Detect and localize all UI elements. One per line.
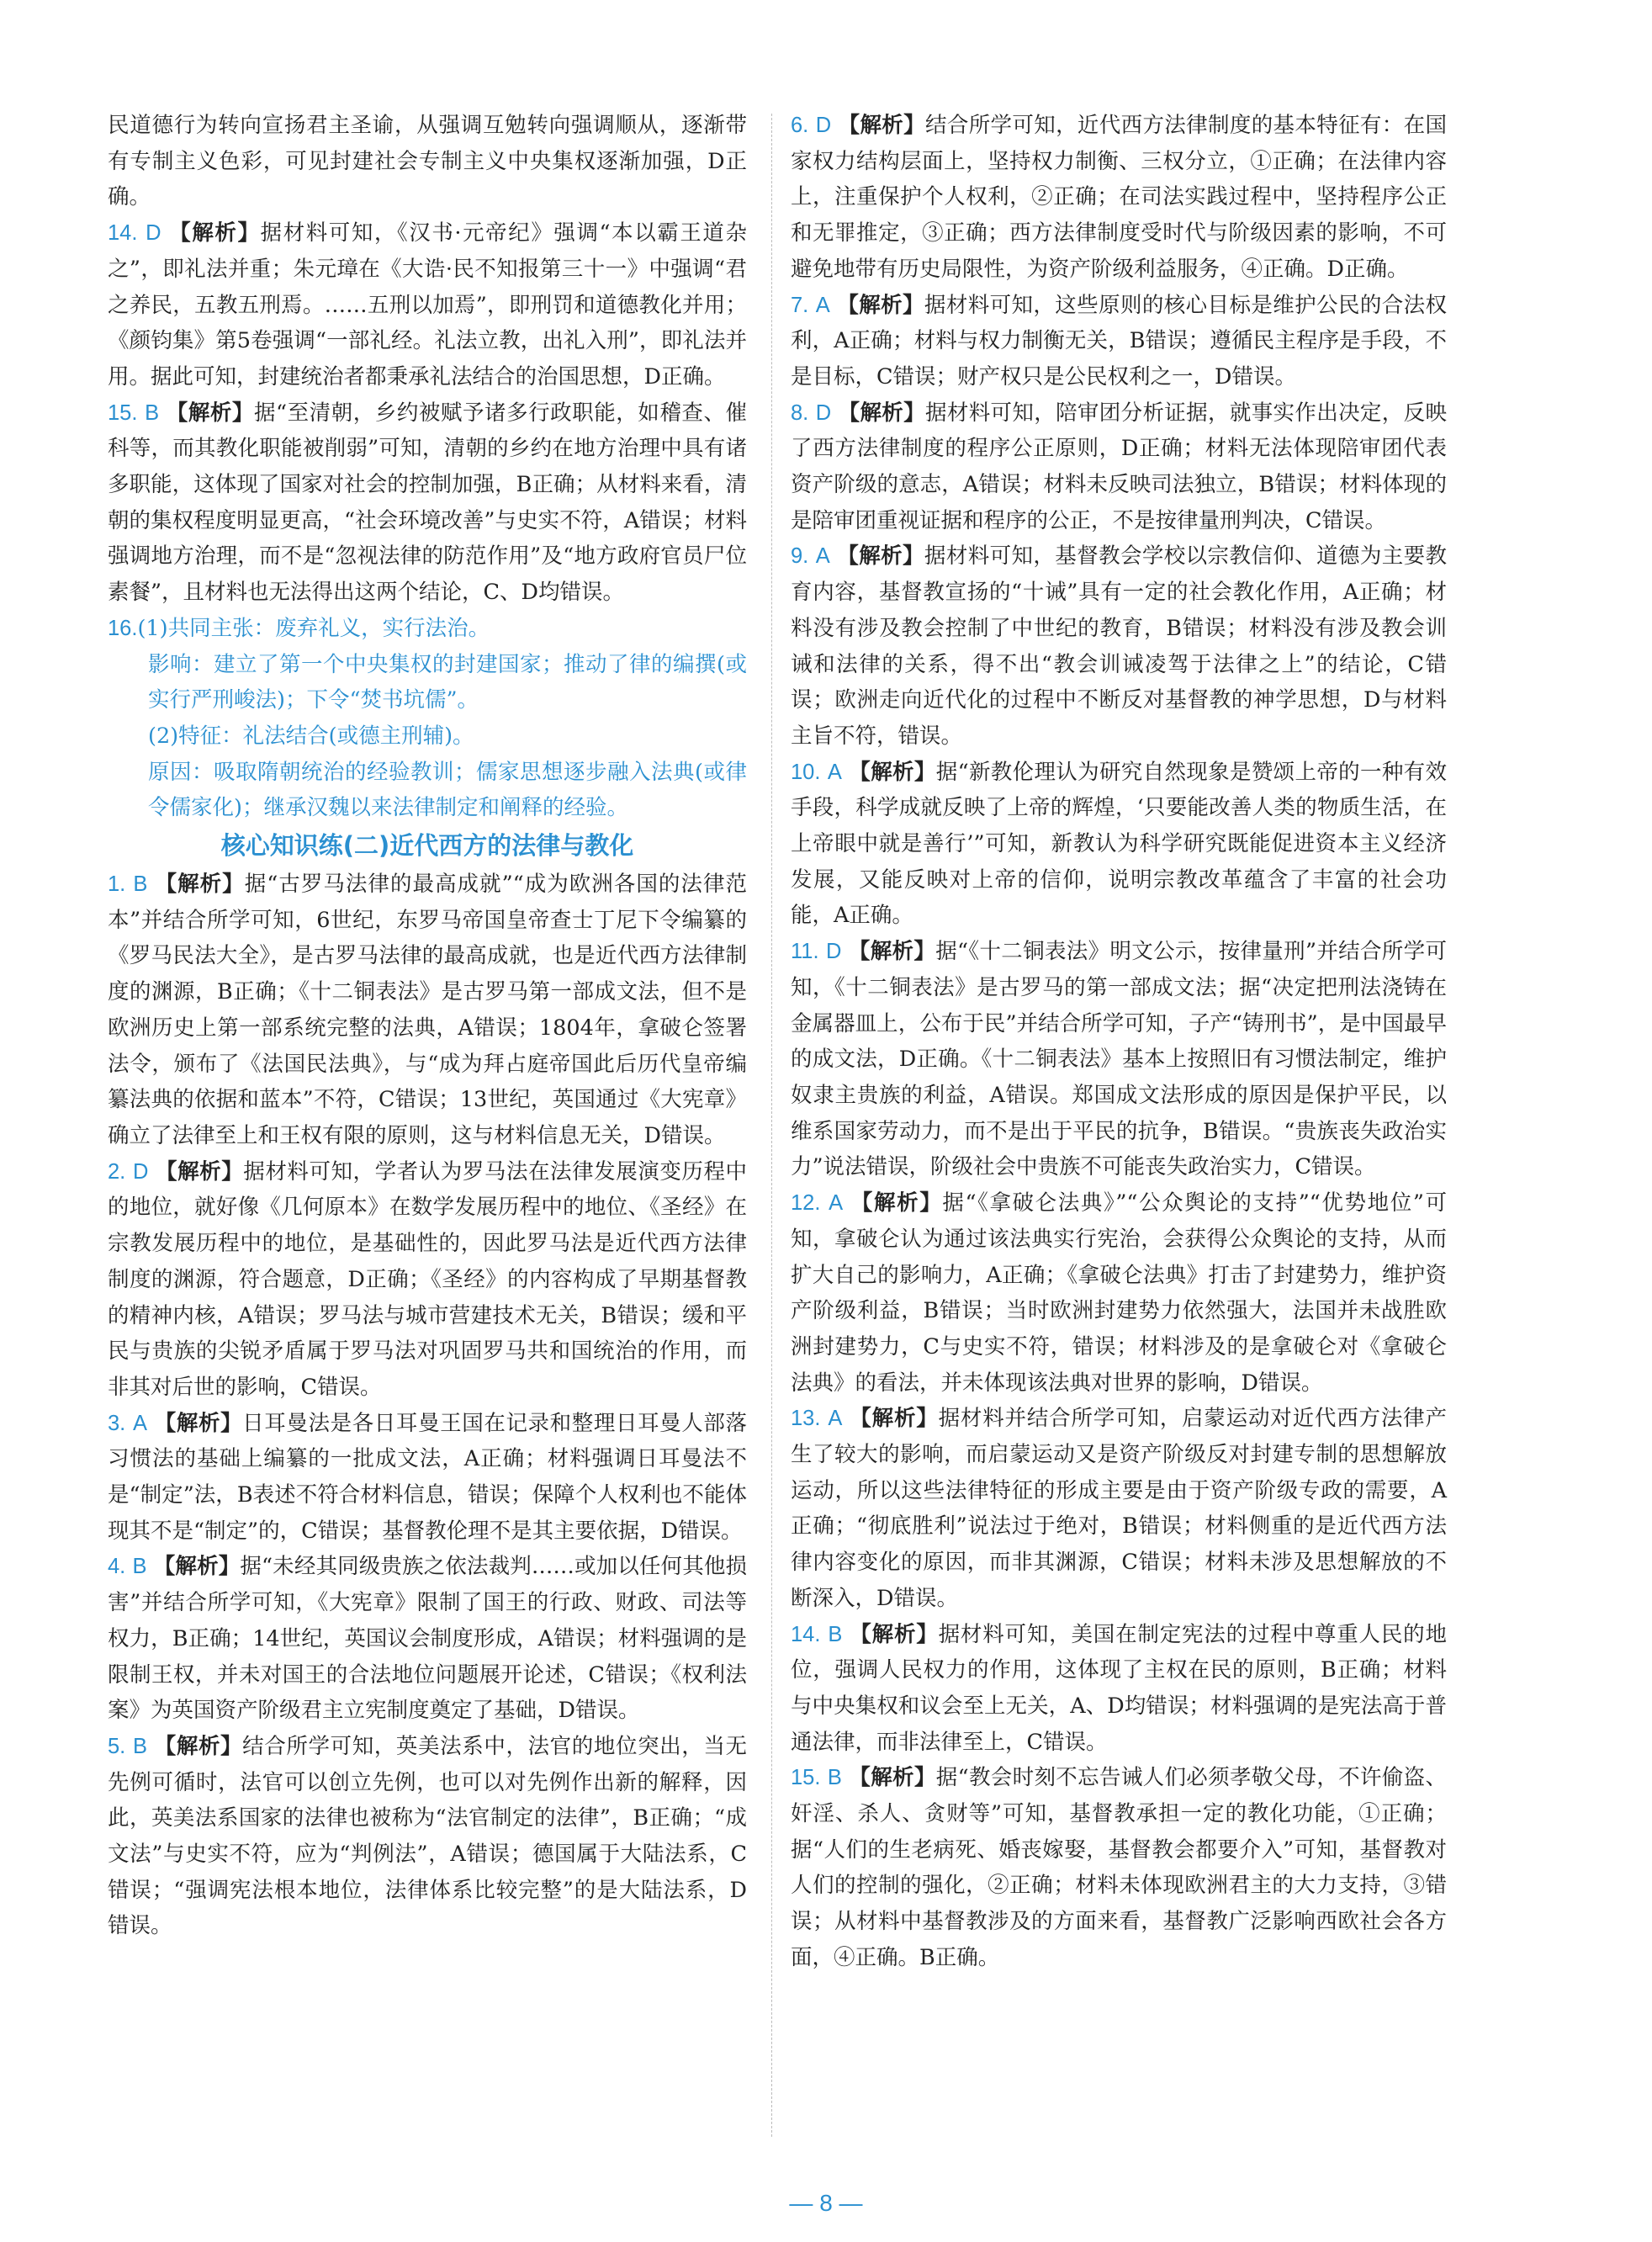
analysis-text: 据材料可知，学者认为罗马法在法律发展演变历程中的地位，就好像《几何原本》在数学发展历程中的地位、《圣经》在宗教发展历程中的地位，是基础性的，因此罗马法是近代西方法律制度的渊源，符合题意，D正确；《圣经》的内容构成了早期基督教的精神内核，A错误；罗马法与城市营建技术无关，B错误；缓和平民与贵族的尖锐矛盾属于罗马法对巩固罗马共和国统治的作用，而非其对后世的影响，C错误。 xyxy=(108,1158,747,1400)
answer-item-8 xyxy=(791,395,1447,539)
answer-item-4 xyxy=(108,1549,747,1729)
answer-item-5 xyxy=(108,1729,747,1944)
column-divider xyxy=(771,114,772,2137)
analysis-tag: 【解析】 xyxy=(154,1733,243,1759)
answer-item-7 xyxy=(791,288,1447,395)
analysis-text: 据材料可知，陪审团分析证据，就事实作出决定，反映了西方法律制度的程序公正原则，D正确；材料无法体现陪审团代表资产阶级的意志，A错误；材料未反映司法独立，B错误；材料体现的是陪审团重视证据和程序的公正，不是按律量刑判决，C错误。 xyxy=(791,400,1447,533)
left-column xyxy=(108,108,747,1944)
analysis-text: 据“至清朝，乡约被赋予诸多行政职能，如稽查、催科等，而其教化职能被削弱”可知，清朝的乡约在地方治理中具有诸多职能，这体现了国家对社会的控制加强，B正确；从材料来看，清朝的集权程度明显更高，“社会环境改善”与史实不符，A错误；材料强调地方治理，而不是“忽视法律的防范作用”及“地方政府官员尸位素餐”，且材料也无法得出这两个结论，C、D均错误。 xyxy=(108,400,747,606)
analysis-tag: 【解析】 xyxy=(850,1190,943,1216)
analysis-text: 日耳曼法是各日耳曼王国在记录和整理日耳曼人部落习惯法的基础上编纂的一批成文法，A正确；材料强调日耳曼法不是“制定”法，B表述不符合材料信息，错误；保障个人权利也不能体现其不是“制定”的，C错误；基督教伦理不是其主要依据，D错误。 xyxy=(108,1410,747,1544)
answer-letter: B xyxy=(133,1734,148,1758)
answer-item-14 xyxy=(108,215,747,395)
answer-item-9 xyxy=(791,538,1447,754)
page-number: — 8 — xyxy=(789,2190,863,2216)
analysis-text: 据“《拿破仑法典》”“公众舆论的支持”“优势地位”可知，拿破仑认为通过该法典实行宪治，会获得公众舆论的支持，从而扩大自己的影响力，A正确；《拿破仑法典》打击了封建势力，维护资产阶级利益，B错误；当时欧洲封建势力依然强大，法国并未战胜欧洲封建势力，C与史实不符，错误；材料涉及的是拿破仑对《拿破仑法典》的看法，并未体现该法典对世界的影响，D错误。 xyxy=(791,1190,1447,1396)
answer-letter: A xyxy=(815,544,830,569)
answer-item-15b xyxy=(791,1760,1447,1975)
item-number: 12. xyxy=(791,1191,821,1216)
analysis-text: 据“新教伦理认为研究自然现象是赞颂上帝的一种有效手段，科学成就反映了上帝的辉煌，‘只要能改善人类的物质生活，在上帝眼中就是善行’”可知，新教认为科学研究既能促进资本主义经济发展，又能反映对上帝的信仰，说明宗教改革蕴含了丰富的社会功能，A正确。 xyxy=(791,759,1448,929)
item-number: 2. xyxy=(108,1159,126,1184)
item-number: 7. xyxy=(791,293,809,317)
analysis-tag: 【解析】 xyxy=(838,400,925,426)
q16-line-1: (1)共同主张：废弃礼义，实行法治。 xyxy=(137,615,490,641)
analysis-text: 据“未经其同级贵族之依法裁判……或加以任何其他损害”并结合所学可知，《大宪章》限制了国王的行政、财政、司法等权力，B正确；14世纪，英国议会制度形成，A错误；材料强调的是限制王权，并未对国王的合法地位问题展开论述，C错误；《权利法案》为英国资产阶级君主立宪制度奠定了基础，D错误。 xyxy=(108,1554,747,1724)
analysis-text: 据“《十二铜表法》明文公示，按律量刑”并结合所学可知，《十二铜表法》是古罗马的第一部成文法；据“决定把刑法浇铸在金属器皿上，公布于民”并结合所学可知，子产“铸刑书”，是中国最早的成文法，D正确。《十二铜表法》基本上按照旧有习惯法制定，维护奴隶主贵族的利益，A错误。郑国成文法形成的原因是保护平民，以维系国家劳动力，而不是出于平民的抗争，B错误。“贵族丧失政治实力”说法错误，阶级社会中贵族不可能丧失政治实力，C错误。 xyxy=(791,939,1447,1180)
answer-letter: A xyxy=(828,1407,843,1431)
item-number: 1. xyxy=(108,872,126,897)
q16-line-2: 影响：建立了第一个中央集权的封建国家；推动了律的编撰(或实行严刑峻法)；下令“焚书坑儒”。 xyxy=(148,651,747,713)
analysis-tag: 【解析】 xyxy=(837,543,924,570)
answer-letter: D xyxy=(146,221,161,246)
answer-letter: B xyxy=(133,872,148,897)
answer-letter: B xyxy=(132,1555,147,1579)
intro-paragraph: 民道德行为转向宣扬君主圣谕，从强调互勉转向强调顺从，逐渐带有专制主义色彩，可见封建社会专制主义中央集权逐渐加强，D正确。 xyxy=(108,113,747,210)
item-number: 4. xyxy=(108,1555,126,1579)
answer-item-15 xyxy=(108,395,747,611)
answer-item-1 xyxy=(108,867,747,1154)
answer-letter: D xyxy=(132,1159,149,1184)
answer-letter: D xyxy=(826,940,842,964)
item-number: 5. xyxy=(108,1734,126,1758)
analysis-tag: 【解析】 xyxy=(837,292,924,318)
analysis-text: 据材料可知，基督教会学校以宗教信仰、道德为主要教育内容，基督教宣扬的“十诫”具有一定的社会教化作用，A正确；材料没有涉及教会控制了中世纪的教育，B错误；材料没有涉及教会训诫和法律的关系，得不出“教会训诫凌驾于法律之上”的结论，C错误；欧洲走向近代化的过程中不断反对基督教的神学思想，D与材料主旨不符，错误。 xyxy=(791,543,1448,749)
section-title: 核心知识练(二)近代西方的法律与教化 xyxy=(220,831,634,861)
analysis-tag: 【解析】 xyxy=(850,1406,939,1432)
item-number: 10. xyxy=(791,760,821,784)
item-number: 16. xyxy=(108,616,138,640)
answer-letter: D xyxy=(815,114,832,137)
analysis-tag: 【解析】 xyxy=(156,1158,244,1185)
analysis-tag: 【解析】 xyxy=(849,1765,936,1791)
analysis-text: 据“古罗马法律的最高成就”“成为欧洲各国的法律范本”并结合所学可知，6世纪，东罗马帝国皇帝查士丁尼下令编纂的《罗马民法大全》，是古罗马法律的最高成就，也是近代西方法律制度的渊源，B正确；《十二铜表法》是古罗马第一部成文法，但不是欧洲历史上第一部系统完整的法典，A错误；1804年，拿破仑签署法令，颁布了《法国民法典》，与“成为拜占庭帝国此后历代皇帝编纂法典的依据和蓝本”不符，C错误；13世纪，英国通过《大宪章》确立了法律至上和王权有限的原则，这与材料信息无关，D错误。 xyxy=(108,872,747,1148)
item-number: 14. xyxy=(108,221,138,246)
analysis-tag: 【解析】 xyxy=(153,1554,241,1580)
answer-letter: A xyxy=(133,1411,148,1435)
analysis-tag: 【解析】 xyxy=(848,939,936,965)
answer-letter: B xyxy=(828,1622,843,1646)
answer-item-13 xyxy=(791,1401,1447,1616)
answer-item-3 xyxy=(108,1406,747,1550)
answer-letter: B xyxy=(145,400,160,425)
answer-item-12 xyxy=(791,1185,1447,1401)
right-column xyxy=(791,108,1447,1976)
answer-letter: A xyxy=(815,293,830,317)
answer-item-16 xyxy=(108,611,747,826)
item-number: 8. xyxy=(791,400,809,425)
q16-line-4: 原因：吸取隋朝统治的经验教训；儒家思想逐步融入法典(或律令儒家化)；继承汉魏以来法律制定和阐释的经验。 xyxy=(148,759,747,821)
q16-line-3: (2)特征：礼法结合(或德主刑辅)。 xyxy=(148,723,474,749)
answer-item-2 xyxy=(108,1154,747,1406)
analysis-tag: 【解析】 xyxy=(155,872,245,898)
answer-item-10 xyxy=(791,755,1447,935)
analysis-tag: 【解析】 xyxy=(849,759,936,785)
item-number: 13. xyxy=(791,1407,821,1431)
answer-item-6 xyxy=(791,108,1447,288)
analysis-text: 据材料并结合所学可知，启蒙运动对近代西方法律产生了较大的影响，而启蒙运动又是资产阶级反对封建专制的思想解放运动，所以这些法律特征的形成主要是由于资产阶级专政的需要，A正确；“彻底胜利”说法过于绝对，B错误；材料侧重的是近代西方法律内容变化的原因，而非其渊源，C错误；材料未涉及思想解放的不断深入，D错误。 xyxy=(791,1406,1447,1611)
analysis-text: 结合所学可知，近代西方法律制度的基本特征有：在国家权力结构层面上，坚持权力制衡、三权分立，①正确；在法律内容上，注重保护个人权利，②正确；在司法实践过程中，坚持程序公正和无罪推定，③正确；西方法律制度受时代与阶级因素的影响，不可避免地带有历史局限性，为资产阶级利益服务，④正确。D正确。 xyxy=(791,113,1447,282)
item-number: 15. xyxy=(791,1766,821,1790)
analysis-text: 据材料可知，这些原则的核心目标是维护公民的合法权利，A正确；材料与权力制衡无关，B错误；遵循民主程序是手段，不是目标，C错误；财产权只是公民权利之一，D错误。 xyxy=(791,292,1448,390)
analysis-text: 结合所学可知，英美法系中，法官的地位突出，当无先例可循时，法官可以创立先例，也可以对先例作出新的解释，因此，英美法系国家的法律也被称为“法官制定的法律”，B正确；“成文法”与史实不符，应为“判例法”，A错误；德国属于大陆法系，C错误；“强调宪法根本地位，法律体系比较完整”的是大陆法系，D错误。 xyxy=(108,1733,747,1939)
analysis-tag: 【解析】 xyxy=(838,113,925,138)
analysis-tag: 【解析】 xyxy=(166,400,254,426)
analysis-tag: 【解析】 xyxy=(154,1410,243,1436)
analysis-tag: 【解析】 xyxy=(850,1621,939,1647)
item-number: 15. xyxy=(108,400,138,425)
answer-item-14b xyxy=(791,1617,1447,1761)
item-number: 3. xyxy=(108,1411,126,1435)
item-number: 9. xyxy=(791,544,809,569)
answer-letter: A xyxy=(829,1191,844,1216)
analysis-text: 据材料可知，《汉书·元帝纪》强调“本以霸王道杂之”，即礼法并重；朱元璋在《大诰·民不知报第三十一》中强调“君之养民，五教五刑焉。……五刑以加焉”，即刑罚和道德教化并用；《颜钧集》第5卷强调“一部礼经。礼法立教，出礼入刑”，即礼法并用。据此可知，封建统治者都秉承礼法结合的治国思想，D正确。 xyxy=(108,220,747,390)
item-number: 6. xyxy=(791,114,809,137)
analysis-text: 据“教会时刻不忘告诫人们必须孝敬父母，不许偷盗、奸淫、杀人、贪财等”可知，基督教承担一定的教化功能，①正确；据“人们的生老病死、婚丧嫁娶，基督教会都要介入”可知，基督教对人们的控制的强化，②正确；材料未体现欧洲君主的大力支持，③错误；从材料中基督教涉及的方面来看，基督教广泛影响西欧社会各方面，④正确。B正确。 xyxy=(791,1765,1448,1970)
answer-item-11 xyxy=(791,934,1447,1185)
answer-letter: A xyxy=(827,760,842,784)
answer-letter: B xyxy=(827,1766,842,1790)
analysis-text: 据材料可知，美国在制定宪法的过程中尊重人民的地位，强调人民权力的作用，这体现了主权在民的原则，B正确；材料与中央集权和议会至上无关，A、D均错误；材料强调的是宪法高于普通法律，而非法律至上，C错误。 xyxy=(791,1621,1447,1755)
item-number: 14. xyxy=(791,1622,821,1646)
answer-letter: D xyxy=(815,400,832,425)
item-number: 11. xyxy=(791,940,819,964)
analysis-tag: 【解析】 xyxy=(169,220,261,246)
